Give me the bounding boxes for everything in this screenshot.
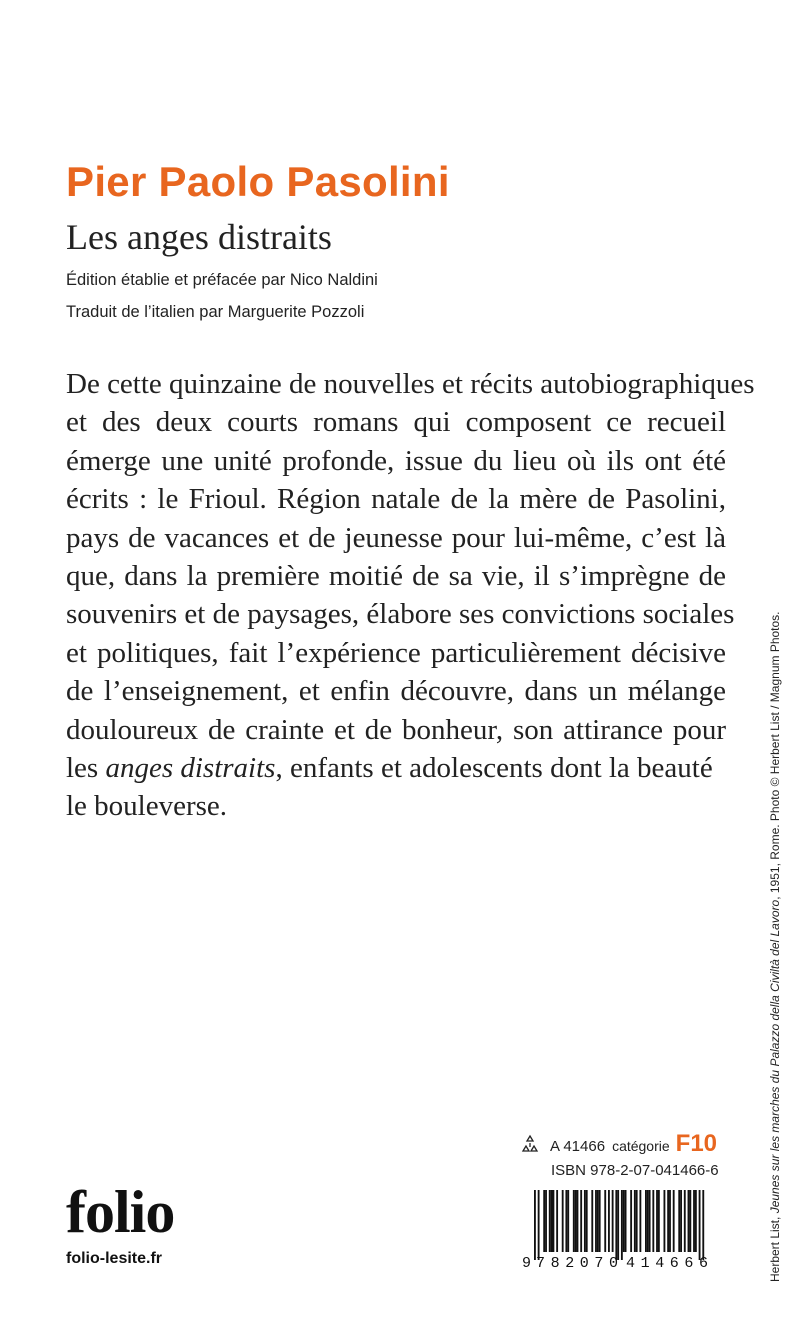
category-label: catégorie <box>612 1138 670 1154</box>
barcode-bar <box>597 1190 599 1252</box>
barcode-bar <box>580 1190 582 1252</box>
barcode-right-digits: 414666 <box>626 1255 708 1270</box>
barcode-bar <box>693 1190 695 1252</box>
barcode-bar <box>673 1190 675 1252</box>
blurb-line: que, dans la première moitié de sa vie, il s’imprègne de <box>66 560 726 593</box>
barcode-bar <box>562 1190 564 1252</box>
barcode-bar <box>667 1190 669 1252</box>
isbn: ISBN 978-2-07-041466-6 <box>551 1162 719 1179</box>
publisher-website: folio-lesite.fr <box>66 1250 163 1267</box>
author-name: Pier Paolo Pasolini <box>66 158 450 205</box>
barcode-bar <box>645 1190 647 1252</box>
barcode-bar <box>534 1190 536 1260</box>
barcode-bar <box>669 1190 671 1252</box>
barcode-bar <box>586 1190 588 1252</box>
blurb-line: douloureux de crainte et de bonheur, son attirance pour <box>66 713 726 746</box>
barcode-bar <box>695 1190 697 1252</box>
barcode-bar <box>608 1190 610 1252</box>
barcode-bar <box>639 1190 641 1252</box>
barcode-bar <box>595 1190 597 1252</box>
blurb-line: émerge une unité profonde, issue du lieu où ils ont été <box>66 444 726 477</box>
translation-credit: Traduit de l’italien par Marguerite Pozzoli <box>66 303 365 321</box>
barcode-first-digit: 9 <box>522 1255 532 1270</box>
category-code: F10 <box>675 1130 718 1157</box>
blurb-line: le bouleverse. <box>66 790 228 823</box>
barcode-bar <box>625 1190 627 1252</box>
barcode-bar <box>551 1190 553 1252</box>
catalog-code-row <box>520 1130 717 1158</box>
blurb-line: De cette quinzaine de nouvelles et récits autobiographiques <box>66 368 755 400</box>
barcode-bar <box>591 1190 593 1252</box>
barcode-bar <box>649 1190 651 1252</box>
blurb-text: , enfants et adolescents dont la beauté <box>275 752 713 785</box>
blurb-line: pays de vacances et de jeunesse pour lui-même, c’est là <box>66 521 726 554</box>
photo-credit-author: Herbert List, <box>768 1213 782 1282</box>
barcode-bar <box>664 1190 666 1252</box>
barcode-bar <box>584 1190 586 1252</box>
barcode-bar <box>656 1190 658 1252</box>
barcode-bar <box>647 1190 649 1252</box>
barcode-bar <box>684 1190 686 1252</box>
barcode-bars <box>534 1190 704 1260</box>
recycle-icon <box>520 1134 540 1154</box>
barcode-bar <box>612 1190 614 1252</box>
barcode-bar <box>636 1190 638 1252</box>
publisher-logo: folio <box>66 1179 175 1245</box>
barcode-bar <box>577 1190 579 1252</box>
barcode-bar <box>699 1190 701 1260</box>
edition-credit: Édition établie et préfacée par Nico Naldini <box>66 271 378 289</box>
barcode-bar <box>658 1190 660 1252</box>
barcode-bar <box>680 1190 682 1252</box>
barcode <box>522 1190 718 1270</box>
barcode-bar <box>652 1190 654 1252</box>
blurb-line: et politiques, fait l’expérience particulièrement décisive <box>66 636 726 669</box>
blurb-text: les <box>66 752 106 785</box>
barcode-bar <box>549 1190 551 1252</box>
barcode-bar <box>678 1190 680 1252</box>
blurb-line: de l’enseignement, et enfin découvre, dans un mélange <box>66 675 726 708</box>
blurb-line: écrits : le Frioul. Région natale de la mère de Pasolini, <box>66 483 726 516</box>
barcode-bar <box>604 1190 606 1252</box>
barcode-bar <box>621 1190 623 1260</box>
barcode-bar <box>615 1190 617 1260</box>
back-cover-blurb <box>66 365 755 826</box>
barcode-bar <box>617 1190 619 1260</box>
blurb-line: souvenirs et de paysages, élabore ses convictions sociales <box>66 598 735 631</box>
barcode-bar <box>689 1190 691 1252</box>
barcode-bar <box>688 1190 690 1252</box>
book-title: Les anges distraits <box>66 217 332 257</box>
barcode-bar <box>543 1190 545 1252</box>
photo-credit <box>768 611 782 1282</box>
barcode-bar <box>567 1190 569 1252</box>
barcode-bar <box>538 1190 540 1260</box>
barcode-bar <box>634 1190 636 1252</box>
barcode-bar <box>702 1190 704 1260</box>
barcode-bar <box>575 1190 577 1252</box>
barcode-bar <box>623 1190 625 1252</box>
photo-credit-work: Jeunes sur les marches du Palazzo della Civiltà del Lavoro <box>768 899 782 1214</box>
barcode-bar <box>553 1190 555 1252</box>
barcode-left-digits: 782070 <box>536 1255 618 1270</box>
blurb-italic-title: anges distraits <box>105 752 276 785</box>
barcode-bar <box>599 1190 601 1252</box>
blurb-line <box>66 749 726 787</box>
barcode-bar <box>573 1190 575 1252</box>
photo-credit-rest: , 1951, Rome. Photo © Herbert List / Magnum Photos. <box>768 611 782 900</box>
barcode-bar <box>545 1190 547 1252</box>
catalog-code: A 41466 <box>550 1138 606 1155</box>
barcode-bar <box>565 1190 567 1252</box>
barcode-bar <box>630 1190 632 1252</box>
barcode-bar <box>556 1190 558 1252</box>
blurb-line: et des deux courts romans qui composent ce recueil <box>66 406 726 439</box>
